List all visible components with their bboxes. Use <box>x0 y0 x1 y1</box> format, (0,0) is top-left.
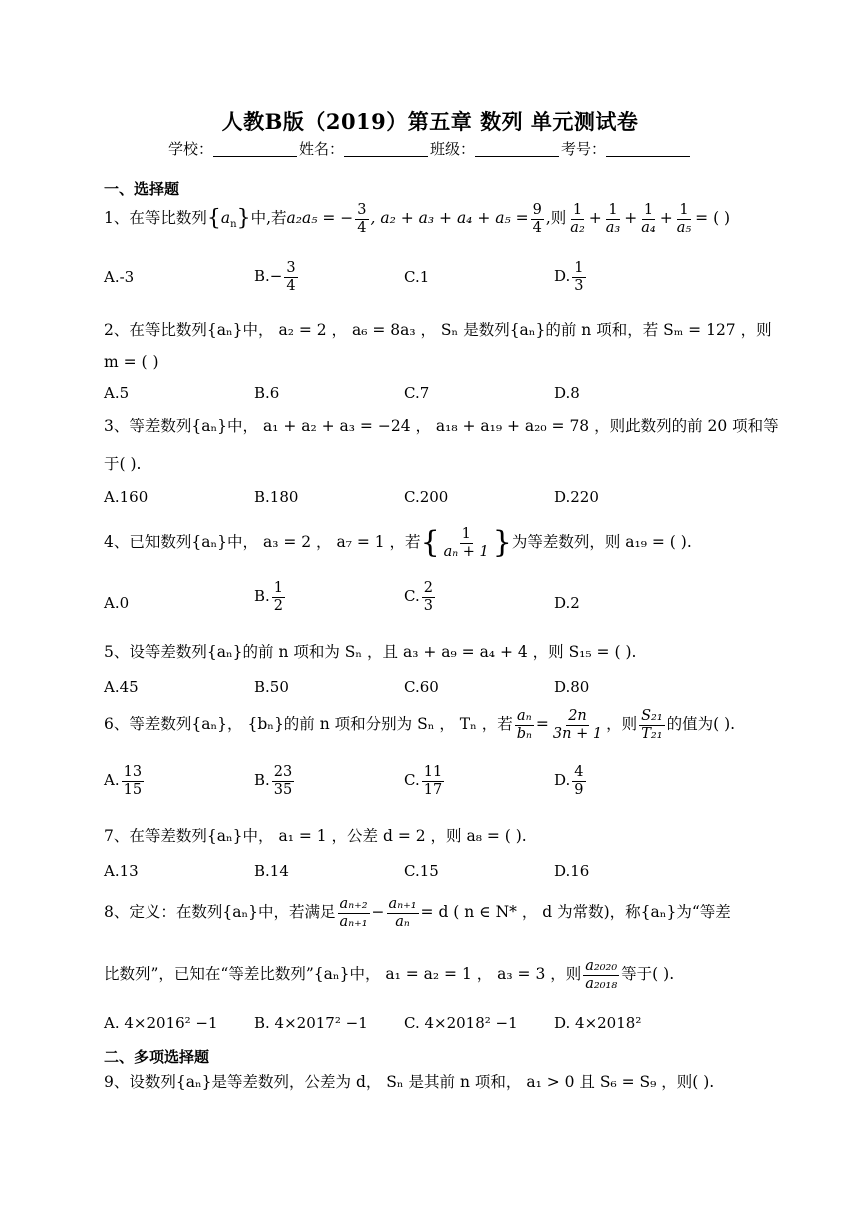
q2-option-d[interactable]: D.8 <box>554 384 580 402</box>
q5-option-c[interactable]: C.60 <box>404 678 439 696</box>
student-info-line <box>0 138 860 159</box>
q6-option-b[interactable]: B. $\frac{23}{35}$ <box>254 764 293 798</box>
q1-eq1: a₂a₅ = − <box>286 209 354 228</box>
class-label: 班级： <box>430 140 476 158</box>
name-blank <box>344 142 428 157</box>
q4-suffix: 为等差数列，则 a₁₉ = ( ). <box>511 533 692 552</box>
name-label: 姓名： <box>298 140 344 158</box>
q1-fraction-2: $\frac{9}{4}$ <box>532 202 542 236</box>
q6-prefix: 6、等差数列{aₙ}， {bₙ}的前 n 项和分别为 Sₙ ， Tₙ ，若 <box>104 715 513 734</box>
q3-option-d[interactable]: D.220 <box>554 488 599 506</box>
q3-option-b[interactable]: B.180 <box>254 488 299 506</box>
section-heading-multiple-choice: 二、多项选择题 <box>104 1048 210 1066</box>
q1-tail: = ( ) <box>695 209 731 228</box>
question-6: 6、等差数列{aₙ}， {bₙ}的前 n 项和分别为 Sₙ ， Tₙ ，若 $\frac{\text{aₙ}}{\text{bₙ}}$ = $\frac{2n}{3n + 1}$ ，则 $\frac{\text{S₂₁}}{\text{T₂₁}}$ 的值为( ). <box>104 708 736 742</box>
q8-line2-prefix: 比数列”，已知在“等差比数列”{aₙ}中， a₁ = a₂ = 1 ， a₃ = 3 ，则 <box>104 965 582 984</box>
q8-fraction-3: $\frac{\text{a₂₀₂₀}}{\text{a₂₀₁₈}}$ <box>585 958 618 992</box>
q2-option-b[interactable]: B.6 <box>254 384 280 402</box>
q7-option-b[interactable]: B.14 <box>254 862 289 880</box>
exam-number-label: 考号： <box>561 140 607 158</box>
school-label: 学校： <box>167 140 213 158</box>
q6-option-c[interactable]: C. $\frac{11}{17}$ <box>404 764 443 798</box>
exam-number-blank <box>606 142 690 157</box>
q1-recip-a2: $\frac{1}{\text{a₂}}$ <box>570 202 585 236</box>
q8-line2-suffix: 等于( ). <box>621 965 675 984</box>
q7-option-c[interactable]: C.15 <box>404 862 439 880</box>
question-8-line-2 <box>104 958 764 992</box>
q8-option-c[interactable]: C. 4×2018² −1 <box>404 1014 518 1032</box>
question-3-line-2: 于( ). <box>104 455 142 473</box>
question-3-line-1: 3、等差数列{aₙ}中， a₁ + a₂ + a₃ = −24 ， a₁₈ + a₁₉ + a₂₀ = 78 ，则此数列的前 20 项和等 <box>104 417 779 435</box>
q5-option-d[interactable]: D.80 <box>554 678 590 696</box>
q1-mid: 中,若 <box>250 209 287 228</box>
q8-fraction-2: $\frac{\text{aₙ₊₁}}{\text{aₙ}}$ <box>388 896 417 930</box>
q8-option-d[interactable]: D. 4×2018² <box>554 1014 642 1032</box>
q1-prefix: 1、在等比数列 <box>104 209 207 228</box>
q2-option-a[interactable]: A.5 <box>104 384 130 402</box>
q3-option-a[interactable]: A.160 <box>104 488 149 506</box>
q7-option-a[interactable]: A.13 <box>104 862 139 880</box>
q5-option-a[interactable]: A.45 <box>104 678 139 696</box>
q6-fraction-st: $\frac{\text{S₂₁}}{\text{T₂₁}}$ <box>641 708 663 742</box>
q4-fraction: $\frac{1}{\text{aₙ + 1}}$ <box>443 526 489 560</box>
q1-option-b[interactable]: B.− $\frac{3}{4}$ <box>254 260 296 294</box>
q1-recip-a4: $\frac{1}{\text{a₄}}$ <box>641 202 656 236</box>
section-heading-single-choice: 一、选择题 <box>104 180 180 198</box>
q1-option-d[interactable]: D. $\frac{1}{3}$ <box>554 260 584 294</box>
q6-suffix: 的值为( ). <box>666 715 736 734</box>
q8-option-a[interactable]: A. 4×2016² −1 <box>104 1014 218 1032</box>
question-8-line-1: 8、定义：在数列{aₙ}中，若满足 $\frac{\text{aₙ₊₂}}{\text{aₙ₊₁}}$ − $\frac{\text{aₙ₊₁}}{\text{aₙ}}$ = d ( n ∈ N* ， d 为常数)，称{aₙ}为“等差 <box>104 896 731 930</box>
question-9: 9、设数列{aₙ}是等差数列，公差为 d， Sₙ 是其前 n 项和， a₁ > 0 且 S₆ = S₉ ，则( ). <box>104 1073 715 1091</box>
q1-eq2: , a₂ + a₃ + a₄ + a₅ = <box>370 209 529 228</box>
q5-option-b[interactable]: B.50 <box>254 678 289 696</box>
question-5: 5、设等差数列{aₙ}的前 n 项和为 Sₙ ，且 a₃ + a₉ = a₄ + 4 ，则 S₁₅ = ( ). <box>104 643 637 661</box>
q3-option-c[interactable]: C.200 <box>404 488 449 506</box>
q6-option-d[interactable]: D. $\frac{4}{9}$ <box>554 764 584 798</box>
q1-option-c[interactable]: C.1 <box>404 268 430 286</box>
question-2-line-2: m = ( ) <box>104 353 159 371</box>
question-1: 1、在等比数列$\{a_n\}$中,若a₂a₅ = − $\frac{3}{4}$ , a₂ + a₃ + a₄ + a₅ = $\frac{9}{4}$ ,则 $\frac{1}{\text{a₂}}$ + $\frac{1}{\text{a₃}}$ + $\frac{1}{\text{a₄}}$ + $\frac{1}{\text{a₅}}$ = ( ) <box>104 202 731 236</box>
q4-option-d[interactable]: D.2 <box>554 594 580 612</box>
question-7: 7、在等差数列{aₙ}中， a₁ = 1 ，公差 d = 2 ，则 a₈ = ( ). <box>104 827 527 845</box>
q8-prefix: 8、定义：在数列{aₙ}中，若满足 <box>104 903 336 922</box>
q6-fraction-ratio: $\frac{2n}{3n + 1}$ <box>552 708 603 742</box>
q7-option-d[interactable]: D.16 <box>554 862 590 880</box>
school-blank <box>213 142 297 157</box>
q8-option-b[interactable]: B. 4×2017² −1 <box>254 1014 368 1032</box>
q1-then: ,则 <box>545 209 567 228</box>
q1-option-a[interactable]: A.-3 <box>104 268 135 286</box>
q8-fraction-1: $\frac{\text{aₙ₊₂}}{\text{aₙ₊₁}}$ <box>339 896 368 930</box>
q1-fraction-1: $\frac{3}{4}$ <box>357 202 367 236</box>
question-4: 4、已知数列{aₙ}中， a₃ = 2 ， a₇ = 1 ，若{ $\frac{1}{\text{aₙ + 1}}$ }为等差数列，则 a₁₉ = ( ). <box>104 525 692 561</box>
page-title: 人教B版（2019）第五章 数列 单元测试卷 <box>221 109 639 134</box>
q1-recip-a5: $\frac{1}{\text{a₅}}$ <box>676 202 692 236</box>
q8-suffix: = d ( n ∈ N* ， d 为常数)，称{aₙ}为“等差 <box>420 903 731 922</box>
q4-option-b[interactable]: B. $\frac{1}{2}$ <box>254 580 284 614</box>
q4-prefix: 4、已知数列{aₙ}中， a₃ = 2 ， a₇ = 1 ，若 <box>104 533 421 552</box>
q6-fraction-ab: $\frac{\text{aₙ}}{\text{bₙ}}$ <box>516 708 532 742</box>
q4-option-c[interactable]: C. $\frac{2}{3}$ <box>404 580 433 614</box>
question-2-line-1: 2、在等比数列{aₙ}中， a₂ = 2 ， a₆ = 8a₃ ， Sₙ 是数列{aₙ}的前 n 项和，若 Sₘ = 127 ，则 <box>104 321 772 339</box>
q4-option-a[interactable]: A.0 <box>104 594 130 612</box>
q6-option-a[interactable]: A. $\frac{13}{15}$ <box>104 764 143 798</box>
class-blank <box>475 142 559 157</box>
q2-option-c[interactable]: C.7 <box>404 384 430 402</box>
q1-recip-a3: $\frac{1}{\text{a₃}}$ <box>605 202 621 236</box>
